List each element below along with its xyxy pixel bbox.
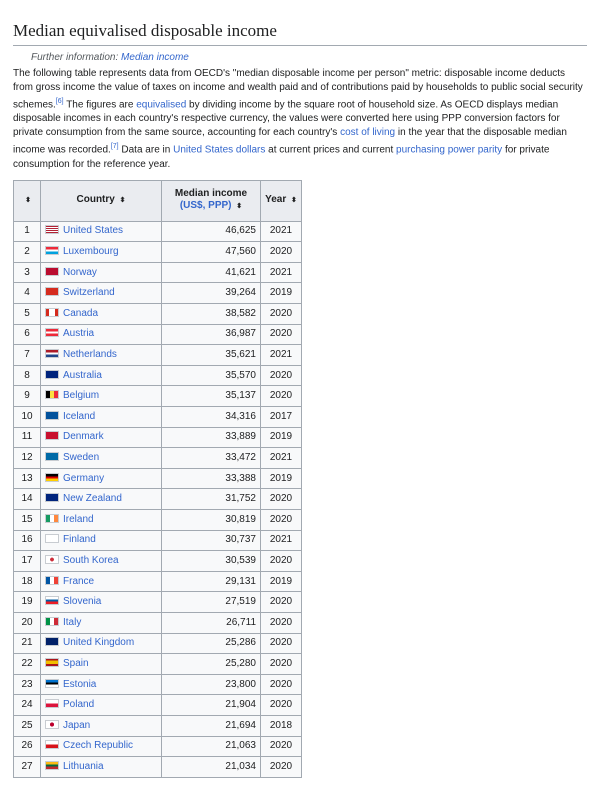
rank-cell: 13: [14, 468, 41, 489]
median-income-cell: 33,388: [162, 468, 261, 489]
country-cell: [41, 592, 162, 613]
year-cell: 2020: [261, 612, 302, 633]
country-link[interactable]: Netherlands: [63, 349, 117, 361]
country-link[interactable]: Norway: [63, 266, 97, 278]
rank-cell: 10: [14, 407, 41, 428]
country-cell: [41, 654, 162, 675]
flag-icon: [45, 390, 59, 399]
median-income-cell: 33,889: [162, 427, 261, 448]
country-cell: [41, 221, 162, 242]
country-link[interactable]: Slovenia: [63, 596, 102, 608]
year-cell: 2020: [261, 736, 302, 757]
rank-cell: 18: [14, 571, 41, 592]
table-row: [14, 489, 302, 510]
country-link[interactable]: Poland: [63, 699, 95, 711]
country-link[interactable]: Iceland: [63, 410, 96, 422]
intro-text-3: by dividing income by the square root of household size. As OECD displays median disposable incomes in each country's respective currency, the values were converted here using PPP conversion factors for private consumption from the same source, accounting for each country's: [13, 99, 560, 139]
country-cell: [41, 345, 162, 366]
year-cell: 2020: [261, 757, 302, 778]
table-row: [14, 695, 302, 716]
table-row: [14, 633, 302, 654]
rank-cell: 25: [14, 715, 41, 736]
year-cell: 2019: [261, 427, 302, 448]
table-row: [14, 715, 302, 736]
flag-icon: [45, 493, 59, 502]
sort-icon[interactable]: ⬍: [291, 197, 297, 205]
country-cell: [41, 407, 162, 428]
table-row: [14, 530, 302, 551]
country-link[interactable]: Estonia: [63, 678, 97, 690]
country-cell: [41, 468, 162, 489]
year-cell: 2020: [261, 654, 302, 675]
rank-cell: 1: [14, 221, 41, 242]
year-cell: 2017: [261, 407, 302, 428]
flag-icon: [45, 679, 59, 688]
flag-icon: [45, 246, 59, 255]
median-income-cell: 41,621: [162, 262, 261, 283]
flag-icon: [45, 720, 59, 729]
country-cell: [41, 262, 162, 283]
flag-icon: [45, 411, 59, 420]
table-row: [14, 324, 302, 345]
year-cell: 2021: [261, 262, 302, 283]
reference-7[interactable]: [7]: [110, 143, 119, 151]
country-link[interactable]: Czech Republic: [63, 740, 134, 752]
country-cell: [41, 612, 162, 633]
section-heading: Median equivalised disposable income: [13, 0, 587, 46]
year-header-label: Year: [265, 194, 287, 206]
year-column-header[interactable]: [261, 180, 302, 221]
rank-cell: 6: [14, 324, 41, 345]
country-cell: [41, 530, 162, 551]
table-row: [14, 757, 302, 778]
country-cell: [41, 242, 162, 263]
median-income-cell: 26,711: [162, 612, 261, 633]
median-income-cell: 36,987: [162, 324, 261, 345]
table-row: [14, 427, 302, 448]
country-cell: [41, 386, 162, 407]
median-income-cell: 46,625: [162, 221, 261, 242]
rank-cell: 20: [14, 612, 41, 633]
flag-icon: [45, 699, 59, 708]
table-row: [14, 674, 302, 695]
year-cell: 2020: [261, 386, 302, 407]
rank-cell: 19: [14, 592, 41, 613]
median-income-cell: 34,316: [162, 407, 261, 428]
median-income-cell: 27,519: [162, 592, 261, 613]
country-link[interactable]: Luxembourg: [63, 246, 119, 258]
year-cell: 2020: [261, 633, 302, 654]
sort-icon[interactable]: ⬍: [119, 197, 126, 205]
flag-icon: [45, 534, 59, 543]
median-income-cell: 39,264: [162, 283, 261, 304]
flag-icon: [45, 370, 59, 379]
rank-cell: 24: [14, 695, 41, 716]
table-row: [14, 304, 302, 325]
country-link[interactable]: United States: [63, 225, 124, 237]
rank-cell: 3: [14, 262, 41, 283]
country-cell: [41, 365, 162, 386]
rank-cell: 23: [14, 674, 41, 695]
country-link[interactable]: Ireland: [63, 513, 94, 525]
table-row: [14, 736, 302, 757]
year-cell: 2020: [261, 304, 302, 325]
country-cell: [41, 551, 162, 572]
median-income-cell: 29,131: [162, 571, 261, 592]
flag-icon: [45, 431, 59, 440]
median-income-cell: 21,694: [162, 715, 261, 736]
rank-cell: 4: [14, 283, 41, 304]
further-information-hatnote: [31, 52, 587, 63]
year-cell: 2020: [261, 509, 302, 530]
table-row: [14, 262, 302, 283]
median-income-cell: 25,280: [162, 654, 261, 675]
flag-icon: [45, 555, 59, 564]
rank-cell: 7: [14, 345, 41, 366]
country-link[interactable]: Belgium: [63, 390, 100, 402]
median-income-cell: 21,063: [162, 736, 261, 757]
united-states-dollars-link[interactable]: United States dollars: [173, 144, 266, 156]
table-row: [14, 612, 302, 633]
country-cell: [41, 489, 162, 510]
median-income-cell: 25,286: [162, 633, 261, 654]
flag-icon: [45, 267, 59, 276]
table-row: [14, 242, 302, 263]
year-cell: 2020: [261, 365, 302, 386]
flag-icon: [45, 740, 59, 749]
table-row: [14, 345, 302, 366]
flag-icon: [45, 596, 59, 605]
median-income-column-header[interactable]: [162, 180, 261, 221]
median-income-cell: 21,034: [162, 757, 261, 778]
intro-text-4: in the year that the disposable median income was recorded.: [13, 127, 567, 156]
rank-cell: 12: [14, 448, 41, 469]
flag-icon: [45, 452, 59, 461]
cost-of-living-link[interactable]: cost of living: [340, 127, 396, 139]
sort-icon[interactable]: ⬍: [236, 203, 243, 211]
rank-cell: 17: [14, 551, 41, 572]
intro-text-6: at current prices and current: [265, 144, 397, 156]
country-cell: [41, 674, 162, 695]
rank-column-header[interactable]: [14, 180, 41, 221]
rank-cell: 8: [14, 365, 41, 386]
year-cell: 2020: [261, 592, 302, 613]
country-cell: [41, 757, 162, 778]
median-income-cell: 30,737: [162, 530, 261, 551]
rank-cell: 2: [14, 242, 41, 263]
year-cell: 2021: [261, 448, 302, 469]
table-body: [14, 221, 302, 777]
flag-icon: [45, 658, 59, 667]
country-cell: [41, 283, 162, 304]
rank-cell: 5: [14, 304, 41, 325]
rank-cell: 21: [14, 633, 41, 654]
median-income-cell: 30,539: [162, 551, 261, 572]
country-link[interactable]: Sweden: [63, 451, 100, 463]
year-cell: 2019: [261, 283, 302, 304]
purchasing-power-parity-link[interactable]: purchasing power parity: [396, 144, 503, 156]
table-row: [14, 468, 302, 489]
median-income-link[interactable]: Median income: [121, 52, 189, 63]
country-link[interactable]: Japan: [63, 719, 91, 731]
country-link[interactable]: Italy: [63, 616, 82, 628]
table-row: [14, 551, 302, 572]
flag-icon: [45, 349, 59, 358]
flag-icon: [45, 287, 59, 296]
flag-icon: [45, 617, 59, 626]
rank-cell: 26: [14, 736, 41, 757]
rank-cell: 9: [14, 386, 41, 407]
intro-text-2: The figures are: [63, 99, 137, 111]
country-cell: [41, 427, 162, 448]
table-row: [14, 571, 302, 592]
median-income-cell: 21,904: [162, 695, 261, 716]
rank-cell: 14: [14, 489, 41, 510]
intro-text-5: Data are in: [118, 144, 174, 156]
country-link[interactable]: Austria: [63, 328, 95, 340]
median-income-cell: 30,819: [162, 509, 261, 530]
country-cell: [41, 695, 162, 716]
country-column-header[interactable]: [41, 180, 162, 221]
country-cell: [41, 571, 162, 592]
rank-cell: 16: [14, 530, 41, 551]
flag-icon: [45, 637, 59, 646]
year-cell: 2020: [261, 551, 302, 572]
country-link[interactable]: France: [63, 575, 95, 587]
year-cell: 2020: [261, 324, 302, 345]
table-row: [14, 283, 302, 304]
median-income-cell: 35,137: [162, 386, 261, 407]
country-link[interactable]: New Zealand: [63, 493, 122, 505]
flag-icon: [45, 761, 59, 770]
table-row: [14, 365, 302, 386]
country-cell: [41, 736, 162, 757]
table-row: [14, 221, 302, 242]
country-link[interactable]: United Kingdom: [63, 637, 135, 649]
table-row: [14, 654, 302, 675]
year-cell: 2020: [261, 695, 302, 716]
intro-paragraph: [13, 67, 587, 172]
median-income-cell: 47,560: [162, 242, 261, 263]
table-row: [14, 407, 302, 428]
country-link[interactable]: Switzerland: [63, 287, 115, 299]
median-income-cell: 23,800: [162, 674, 261, 695]
income-header-label: Median income: [174, 188, 248, 200]
country-link[interactable]: Finland: [63, 534, 96, 546]
table-header-row: [14, 180, 302, 221]
year-cell: 2020: [261, 674, 302, 695]
median-income-cell: 35,570: [162, 365, 261, 386]
table-row: [14, 509, 302, 530]
country-cell: [41, 304, 162, 325]
median-income-cell: 38,582: [162, 304, 261, 325]
year-cell: 2020: [261, 489, 302, 510]
country-link[interactable]: South Korea: [63, 554, 119, 566]
year-cell: 2021: [261, 221, 302, 242]
flag-icon: [45, 514, 59, 523]
country-cell: [41, 448, 162, 469]
country-cell: [41, 715, 162, 736]
flag-icon: [45, 328, 59, 337]
sort-icon[interactable]: ⬍: [25, 197, 31, 205]
country-link[interactable]: Spain: [63, 657, 89, 669]
rank-cell: 15: [14, 509, 41, 530]
table-row: [14, 592, 302, 613]
usd-ppp-link[interactable]: (US$, PPP): [179, 200, 232, 212]
year-cell: 2018: [261, 715, 302, 736]
country-cell: [41, 509, 162, 530]
year-cell: 2019: [261, 571, 302, 592]
equivalised-link[interactable]: equivalised: [136, 99, 187, 111]
income-table: [13, 180, 302, 778]
median-income-cell: 35,621: [162, 345, 261, 366]
rank-cell: 22: [14, 654, 41, 675]
median-income-cell: 33,472: [162, 448, 261, 469]
country-link[interactable]: Australia: [63, 369, 102, 381]
reference-6[interactable]: [6]: [55, 98, 64, 105]
flag-icon: [45, 225, 59, 234]
country-link[interactable]: Germany: [63, 472, 105, 484]
rank-cell: 27: [14, 757, 41, 778]
country-link[interactable]: Denmark: [63, 431, 104, 443]
flag-icon: [45, 576, 59, 585]
year-cell: 2021: [261, 530, 302, 551]
hatnote-prefix: Further information:: [31, 52, 119, 63]
country-link[interactable]: Lithuania: [63, 760, 104, 772]
country-link[interactable]: Canada: [63, 307, 99, 319]
flag-icon: [45, 308, 59, 317]
country-cell: [41, 324, 162, 345]
intro-text-7: for private consumption for the reference year.: [13, 144, 550, 170]
year-cell: 2020: [261, 242, 302, 263]
table-row: [14, 448, 302, 469]
country-header-label: Country: [76, 194, 115, 206]
year-cell: 2021: [261, 345, 302, 366]
rank-cell: 11: [14, 427, 41, 448]
table-row: [14, 386, 302, 407]
country-cell: [41, 633, 162, 654]
flag-icon: [45, 473, 59, 482]
intro-text-1: The following table represents data from OECD's "median disposable income per person" metric: disposable income deducts from gross income the value of taxes on income and wealth paid and of contributions paid by households to public social security schemes.: [13, 68, 583, 111]
median-income-cell: 31,752: [162, 489, 261, 510]
year-cell: 2019: [261, 468, 302, 489]
